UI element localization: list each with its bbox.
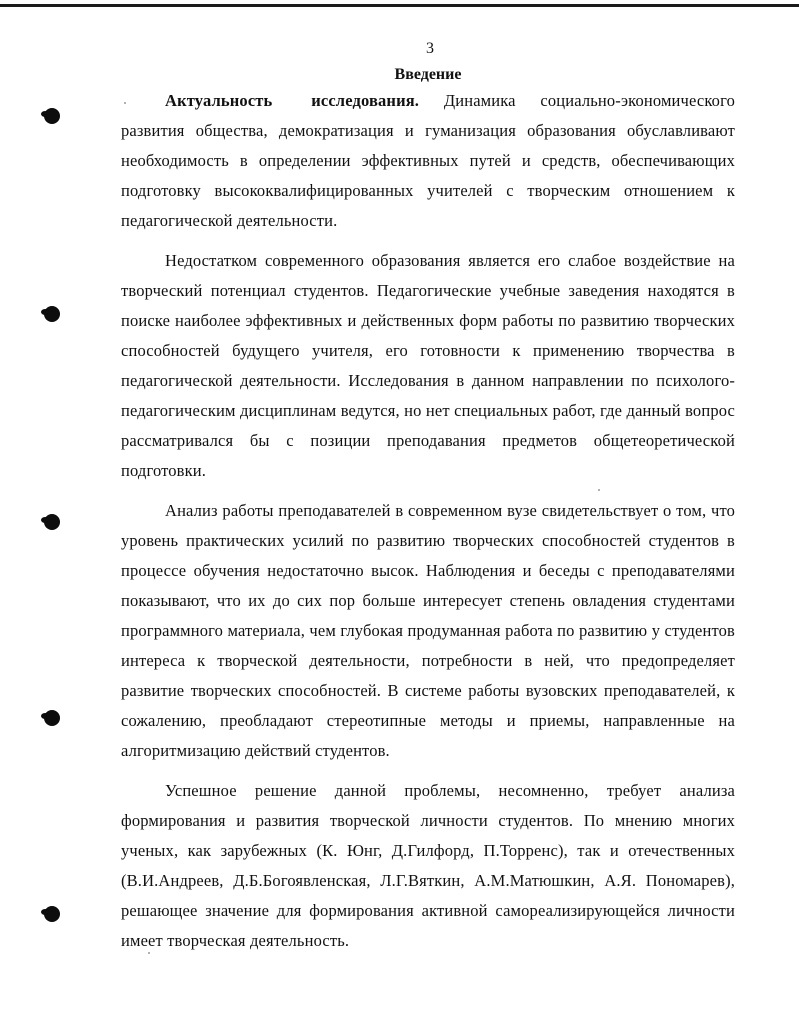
scan-top-edge xyxy=(0,4,799,7)
paragraph-lead: Актуальность исследования. xyxy=(165,91,420,110)
punch-hole-mark xyxy=(44,108,60,124)
punch-hole-mark xyxy=(44,306,60,322)
punch-hole-mark xyxy=(44,514,60,530)
paragraph: Анализ работы преподавателей в современном вузе свидетельствует о том, что уровень практических усилий по развитию творческих способностей студентов в процессе обучения недостаточно высок. Наблюдения и беседы с преподавателями показывают, что их до сих пор больше интересует степень овладения студентами программного материала, чем глубокая продуманная работа по развитию у студентов интереса к творческой деятельности, потребности в ней, что предопределяет развитие творческих способностей. В системе работы вузовских преподавателей, к сожалению, преобладают стереотипные методы и приемы, направленные на алгоритмизацию действий студентов. xyxy=(121,501,735,760)
paragraph: Недостатком современного образования является его слабое воздействие на творческий потенциал студентов. Педагогические учебные заведения находятся в поиске наиболее эффективных и действенных форм работы по развитию творческих способностей будущего учителя, его готовности к применению творчества в педагогической деятельности. Исследования в данном направлении по психолого-педагогическим дисциплинам ведутся, но нет специальных работ, где данный вопрос рассматривался бы с позиции преподавания предметов общетеоретической подготовки. xyxy=(121,251,735,480)
punch-hole-mark xyxy=(44,710,60,726)
paragraph-text: Динамика социально-экономического развития общества, демократизация и гуманизация образования обуславливают необходимость в определении эффективных путей и средств, обеспечивающих подготовку высококвалифицированных учителей с творческим отношением к педагогической деятельности. xyxy=(121,91,735,230)
document-page xyxy=(121,38,735,966)
punch-hole-mark xyxy=(44,906,60,922)
page-title: Введение xyxy=(394,66,462,83)
paragraph: Успешное решение данной проблемы, несомненно, требует анализа формирования и развития творческой личности студентов. По мнению многих ученых, как зарубежных (К. Юнг, Д.Гилфорд, П.Торренс), так и отечественных (В.И.Андреев, Д.Б.Богоявленская, Л.Г.Вяткин, А.М.Матюшкин, А.Я. Пономарев), решающее значение для формирования активной самореализирующейся личности имеет творческая деятельность. xyxy=(121,781,735,950)
page-number: 3 xyxy=(426,40,434,57)
paragraph-relevance xyxy=(121,86,735,236)
